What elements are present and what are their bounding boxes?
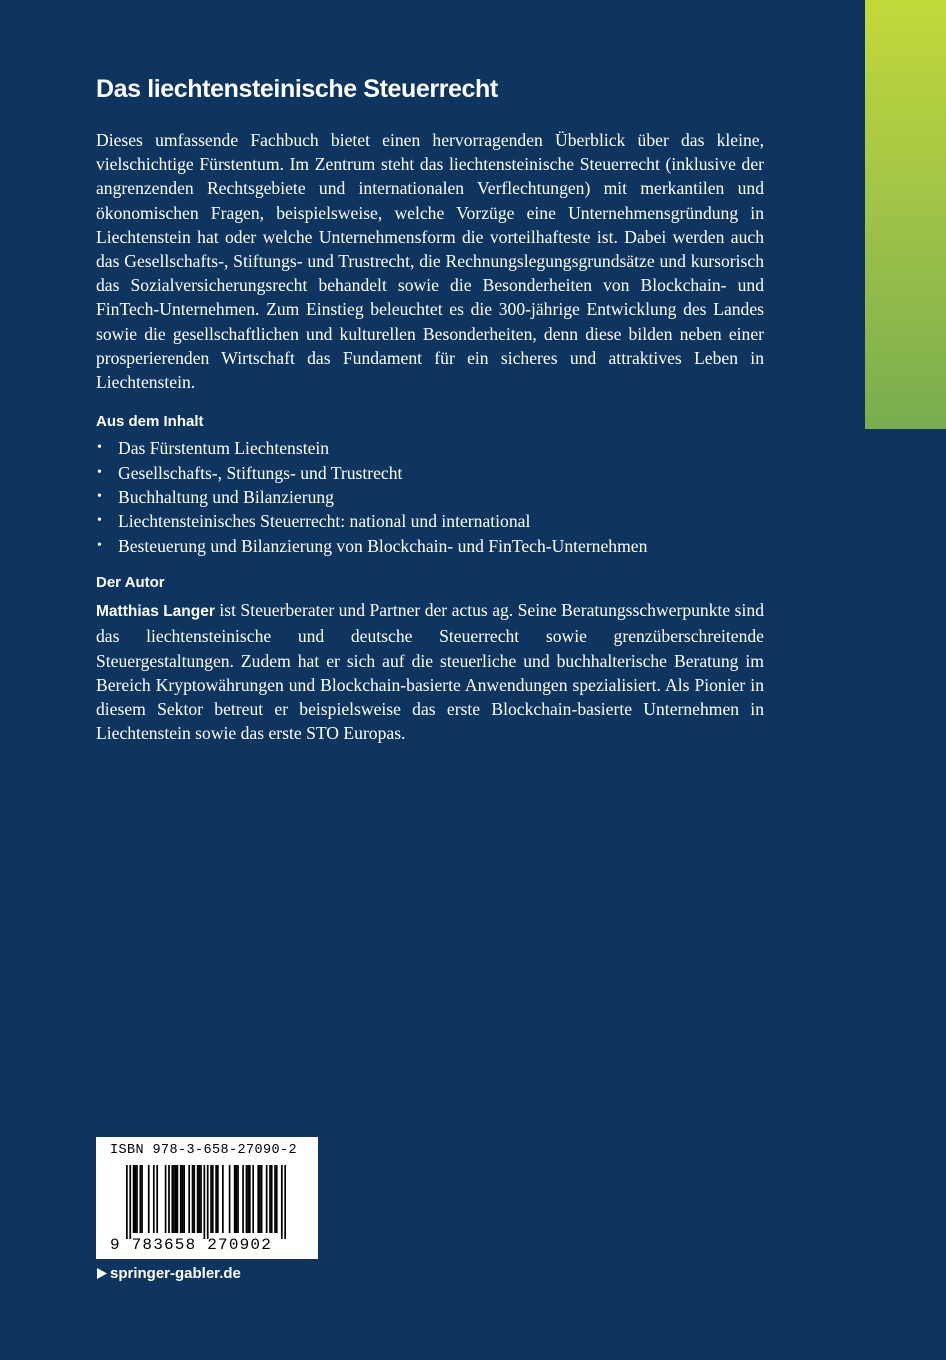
- isbn-barcode: [96, 1137, 318, 1259]
- barcode-bar: [259, 1165, 261, 1233]
- barcode-bar: [188, 1165, 190, 1233]
- barcode-bar: [197, 1165, 199, 1233]
- bullet-icon: •: [97, 489, 102, 505]
- barcode-bar: [217, 1165, 219, 1233]
- barcode-bar: [237, 1165, 239, 1233]
- barcode-bar: [269, 1165, 271, 1233]
- bullet-icon: •: [97, 464, 102, 480]
- author-heading: Der Autor: [96, 574, 165, 592]
- barcode-bar: [234, 1165, 236, 1233]
- barcode-bar: [198, 1165, 200, 1233]
- bullet-icon: •: [97, 440, 102, 456]
- barcode-bar: [171, 1165, 173, 1233]
- barcode-bar: [177, 1165, 179, 1233]
- back-cover-content: [96, 72, 764, 745]
- barcode-bar: [210, 1165, 212, 1233]
- barcode-bar: [156, 1165, 158, 1233]
- barcode-bar: [126, 1165, 128, 1239]
- bullet-icon: •: [97, 513, 102, 529]
- barcode-bar: [271, 1165, 273, 1233]
- barcode-bar: [274, 1165, 276, 1233]
- list-item: • Liechtensteinisches Steuerrecht: national und international: [96, 509, 764, 533]
- barcode-bar: [266, 1165, 268, 1233]
- barcode-bar: [229, 1165, 231, 1233]
- triangle-arrow-icon: [96, 1267, 108, 1280]
- barcode-bar: [192, 1165, 194, 1233]
- barcode-bar: [168, 1165, 170, 1233]
- book-description: Dieses umfassende Fachbuch bietet einen hervorragenden Überblick über das kleine, vielschichtige Fürstentum. Im Zentrum steht das liechtensteinische Steuerrecht (inklusive der angrenzenden Rechtsgebiete und internationalen Verflechtungen) mit merkantilen und ökonomischen Fragen, beispielsweise, welche Vorzüge eine Unternehmensgründung in Liechtenstein hat oder welche Unternehmensform die vorteilhafteste ist. Dabei werden auch das Gesellschafts-, Stiftungs- und Trustrecht, die Rechnungslegungsgrundsätze und kursorisch das Sozialversicherungsrecht behandelt sowie die Besonderheiten von Blockchain- und FinTech-Unternehmen. Zum Einstieg beleuchtet es die 300-jährige Entwicklung des Landes sowie die gesellschaftlichen und kulturellen Besonderheiten, denn diese bilden neben einer prosperierenden Wirtschaft das Fundament für ein sicheres und attraktives Leben in Liechtenstein.: [96, 130, 764, 393]
- barcode-bar: [276, 1165, 278, 1233]
- barcode-bar: [235, 1165, 237, 1233]
- barcode-bar: [246, 1165, 248, 1233]
- publisher-website[interactable]: [96, 1265, 241, 1282]
- author-bio-text: ist Steuerberater und Partner der actus ag. Seine Beratungsschwerpunkte sind das liechtensteinische und deutsche Steuerrecht sowie grenzüberschreitende Steuergestaltungen. Zudem hat er sich auf die steuerliche und buchhalterische Beratung im Bereich Kryptowährungen und Blockchain-basierte Anwendungen spezialisiert. Als Pionier in diesem Sektor betreut er beispielsweise das erste Blockchain-basierte Unternehmen in Liechtenstein sowie das erste STO Europas.: [96, 600, 764, 744]
- barcode-bar: [173, 1165, 175, 1233]
- barcode-bar: [284, 1165, 286, 1239]
- barcode-bar: [200, 1165, 202, 1233]
- barcode-bar: [133, 1165, 135, 1233]
- bullet-icon: •: [97, 537, 102, 553]
- barcode-bar: [207, 1165, 209, 1239]
- list-item: • Gesellschafts-, Stiftungs- und Trustrecht: [96, 461, 764, 485]
- barcode-bar: [193, 1165, 195, 1233]
- barcode-bar: [129, 1165, 131, 1239]
- barcode-bar: [141, 1165, 143, 1233]
- barcode-bar: [252, 1165, 254, 1233]
- barcode-bar: [222, 1165, 224, 1233]
- list-item: • Das Fürstentum Liechtenstein: [96, 436, 764, 460]
- author-name: Matthias Langer: [96, 603, 215, 621]
- contents-list: [96, 436, 764, 558]
- list-item: • Besteuerung und Bilanzierung von Blockchain- und FinTech-Unternehmen: [96, 534, 764, 558]
- barcode-bar: [139, 1165, 141, 1233]
- publisher-url[interactable]: springer-gabler.de: [110, 1265, 241, 1282]
- barcode-bar: [165, 1165, 167, 1233]
- barcode-bars: [126, 1165, 286, 1239]
- barcode-bar: [257, 1165, 259, 1233]
- author-bio: [96, 598, 764, 745]
- barcode-bar: [136, 1165, 138, 1233]
- barcode-bar: [261, 1165, 263, 1233]
- barcode-bar: [247, 1165, 249, 1233]
- barcode-bar: [175, 1165, 177, 1233]
- isbn-label: ISBN 978-3-658-27090-2: [110, 1143, 298, 1158]
- barcode-bar: [203, 1165, 205, 1239]
- barcode-bar: [281, 1165, 283, 1239]
- barcode-bar: [153, 1165, 155, 1233]
- barcode-bar: [242, 1165, 244, 1233]
- barcode-bar: [134, 1165, 136, 1233]
- barcode-bar: [249, 1165, 251, 1233]
- barcode-bar: [180, 1165, 182, 1233]
- barcode-bar: [215, 1165, 217, 1233]
- barcode-digits: 9 783658 270902: [110, 1236, 273, 1254]
- barcode-bar: [182, 1165, 184, 1233]
- barcode-bar: [183, 1165, 185, 1233]
- barcode-bar: [148, 1165, 150, 1233]
- barcode-bar: [212, 1165, 214, 1233]
- book-title: Das liechtensteinische Steuerrecht: [96, 75, 498, 103]
- accent-color-bar: [865, 0, 946, 429]
- contents-heading: Aus dem Inhalt: [96, 413, 204, 431]
- list-item: • Buchhaltung und Bilanzierung: [96, 485, 764, 509]
